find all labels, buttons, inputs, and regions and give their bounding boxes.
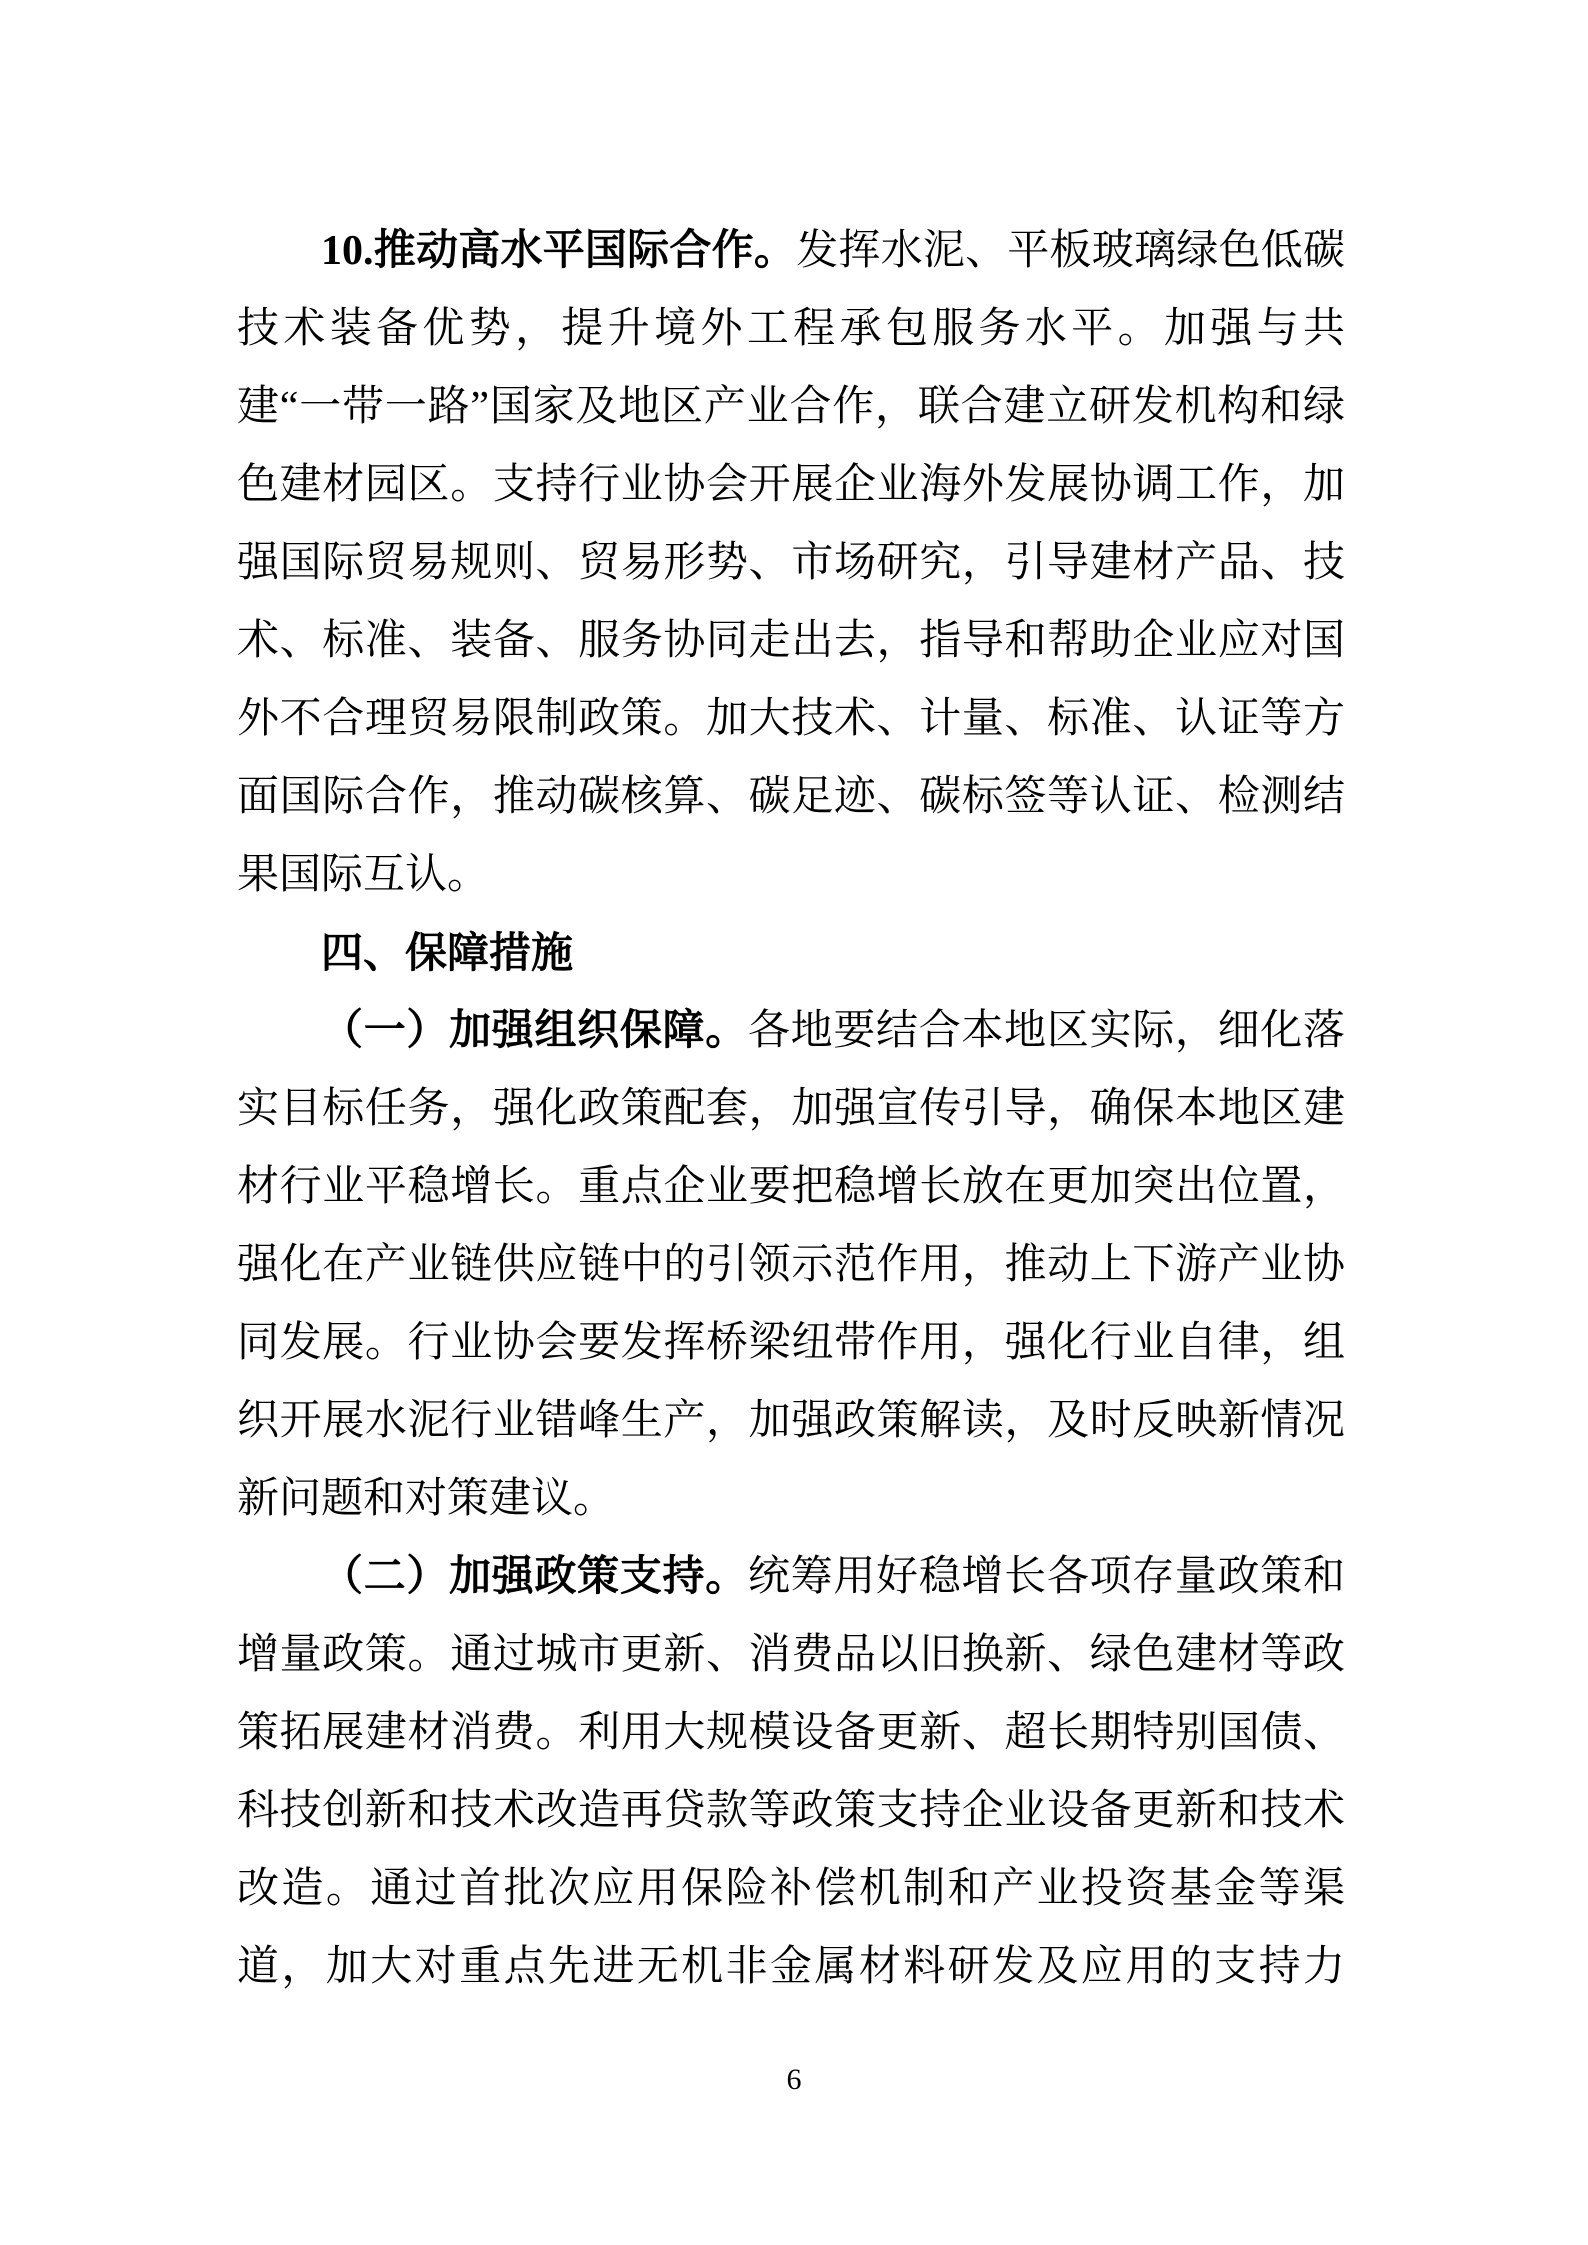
paragraph-s1-body: 各地要结合本地区实际，细化落实目标任务，强化政策配套，加强宣传引导，确保本地区建材行业平稳增长。重点企业要把稳增长放在更加突出位置，强化在产业链供应链中的引领示范作用，推动上下游产业协同发展。行业协会要发挥桥梁纽带作用，强化行业自律，组织开展水泥行业错峰生产，加强政策解读，及时反映新情况新问题和对策建议。 [237,1008,1345,1522]
paragraph-organizational-guarantee [237,992,1345,1538]
paragraph-international-cooperation [237,212,1345,914]
paragraph-s2-lead: （二）加强政策支持。 [321,1554,748,1600]
section-heading-safeguard-measures: 四、保障措施 [321,929,574,976]
document-body [237,212,1345,2006]
paragraph-10-lead: 10.推动高水平国际合作。 [321,228,797,274]
paragraph-10-body: 发挥水泥、平板玻璃绿色低碳技术装备优势，提升境外工程承包服务水平。加强与共建“一带一路”国家及地区产业合作，联合建立研发机构和绿色建材园区。支持行业协会开展企业海外发展协调工作，加强国际贸易规则、贸易形势、市场研究，引导建材产品、技术、标准、装备、服务协同走出去，指导和帮助企业应对国外不合理贸易限制政策。加大技术、计量、标准、认证等方面国际合作，推动碳核算、碳足迹、碳标签等认证、检测结果国际互认。 [237,228,1345,898]
paragraph-policy-support [237,1538,1345,2006]
paragraph-s2-body: 统筹用好稳增长各项存量政策和增量政策。通过城市更新、消费品以旧换新、绿色建材等政策拓展建材消费。利用大规模设备更新、超长期特别国债、科技创新和技术改造再贷款等政策支持企业设备更新和技术改造。通过首批次应用保险补偿机制和产业投资基金等渠道，加大对重点先进无机非金属材料研发及应用的支持力 [237,1554,1345,1990]
page-number: 6 [786,2063,802,2096]
paragraph-s1-lead: （一）加强组织保障。 [321,1008,748,1054]
